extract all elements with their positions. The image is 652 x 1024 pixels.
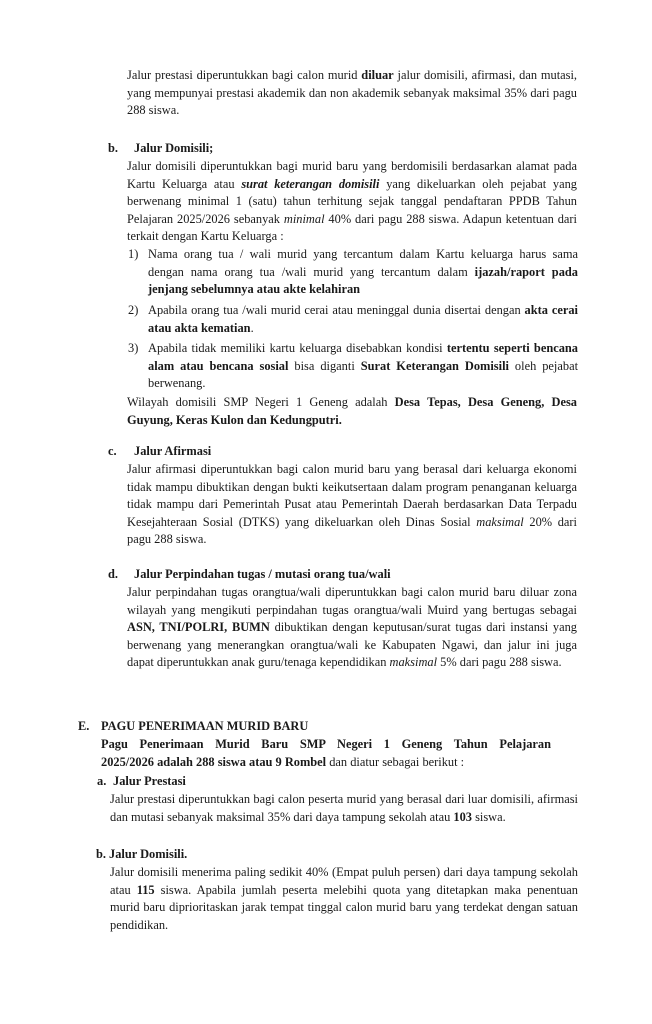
perpindahan-paragraph: Jalur perpindahan tugas orangtua/wali diperuntukkan bagi calon murid baru diluar zona wilayah yang mengikuti perpindahan tugas orangtua/wali Muird yang bertugas sebagai ASN, TNI/POLRI, BUMN dibuktikan dengan keputusan/surat tugas dari instansi yang berwenang yang menerangkan orangtua/wali ke Kabupaten Ngawi, dan jalur ini juga dapat diperuntukkan anak guru/tenaga kependidikan maksimal 5% dari pagu 288 siswa.: [127, 585, 577, 670]
pagu-b-heading: b. Jalur Domisili.: [96, 847, 188, 861]
section-d-heading: d. Jalur Perpindahan tugas / mutasi orang tua/wali: [108, 567, 391, 581]
section-b-heading: b. Jalur Domisili;: [108, 141, 214, 155]
section-c-heading: c. Jalur Afirmasi: [108, 444, 212, 458]
prestasi-paragraph: Jalur prestasi diperuntukkan bagi calon murid diluar jalur domisili, afirmasi, dan mutasi, yang mempunyai prestasi akademik dan non akademik sebanyak maksimal 35% dari pagu 288 siswa.: [127, 68, 577, 118]
emphasis-diluar: diluar: [361, 68, 394, 82]
wilayah-domisili: Wilayah domisili SMP Negeri 1 Geneng adalah Desa Tepas, Desa Geneng, Desa Guyung, Keras Kulon dan Kedungputri.: [127, 395, 577, 427]
afirmasi-paragraph: Jalur afirmasi diperuntukkan bagi calon murid baru yang berasal dari keluarga ekonomi tidak mampu dibuktikan dengan bukti keikutsertaan dalam program penanganan keluarga tidak mampu dari Pemerintah Pusat atau Pemerintah Daerah berdasarkan Data Terpadu Kesejahteraan Sosial (DTKS) yang dikeluarkan oleh Dinas Sosial maksimal 20% dari pagu 288 siswa.: [127, 462, 577, 547]
section-E-heading: E. PAGU PENERIMAAN MURID BARU: [78, 719, 309, 733]
domisili-list-item-1: 1) Nama orang tua / wali murid yang tercantum dalam Kartu keluarga harus sama dengan nama orang tua /wali murid yang tercantum dalam ijazah/raport pada jenjang sebelumnya atau akte kelahiran: [128, 247, 578, 297]
pagu-prestasi-paragraph: Jalur prestasi diperuntukkan bagi calon peserta murid yang berasal dari luar domisili, afirmasi dan mutasi sebanyak maksimal 35% dari daya tampung sekolah atau 103 siswa.: [110, 792, 578, 824]
domisili-list-item-2: 2) Apabila orang tua /wali murid cerai atau meninggal dunia disertai dengan akta cerai atau akta kematian.: [128, 303, 578, 335]
domisili-paragraph: Jalur domisili diperuntukkan bagi murid baru yang berdomisili berdasarkan alamat pada Kartu Keluarga atau surat keterangan domisili yang dikeluarkan oleh pejabat yang berwenang minimal 1 (satu) tahun terhitung sejak tanggal pendaftaran PPDB Tahun Pelajaran 2025/2026 sebanyak minimal 40% dari pagu 288 siswa. Adapun ketentuan dari terkait dengan Kartu Keluarga :: [127, 159, 577, 244]
pagu-a-heading: a. Jalur Prestasi: [97, 774, 186, 788]
pagu-domisili-paragraph: Jalur domisili menerima paling sedikit 40% (Empat puluh persen) dari daya tampung sekolah atau 115 siswa. Apabila jumlah peserta melebihi quota yang ditetapkan maka penentuan murid baru diprioritaskan jarak tempat tinggal calon murid baru yang terdekat dengan satuan pendidikan.: [110, 865, 578, 932]
pagu-intro: Pagu Penerimaan Murid Baru SMP Negeri 1 Geneng Tahun Pelajaran 2025/2026 adalah 288 siswa atau 9 Rombel dan diatur sebagai berikut :: [101, 737, 551, 769]
domisili-list-item-3: 3) Apabila tidak memiliki kartu keluarga disebabkan kondisi tertentu seperti bencana alam atau bencana sosial bisa diganti Surat Keterangan Domisili oleh pejabat berwenang.: [128, 341, 579, 391]
